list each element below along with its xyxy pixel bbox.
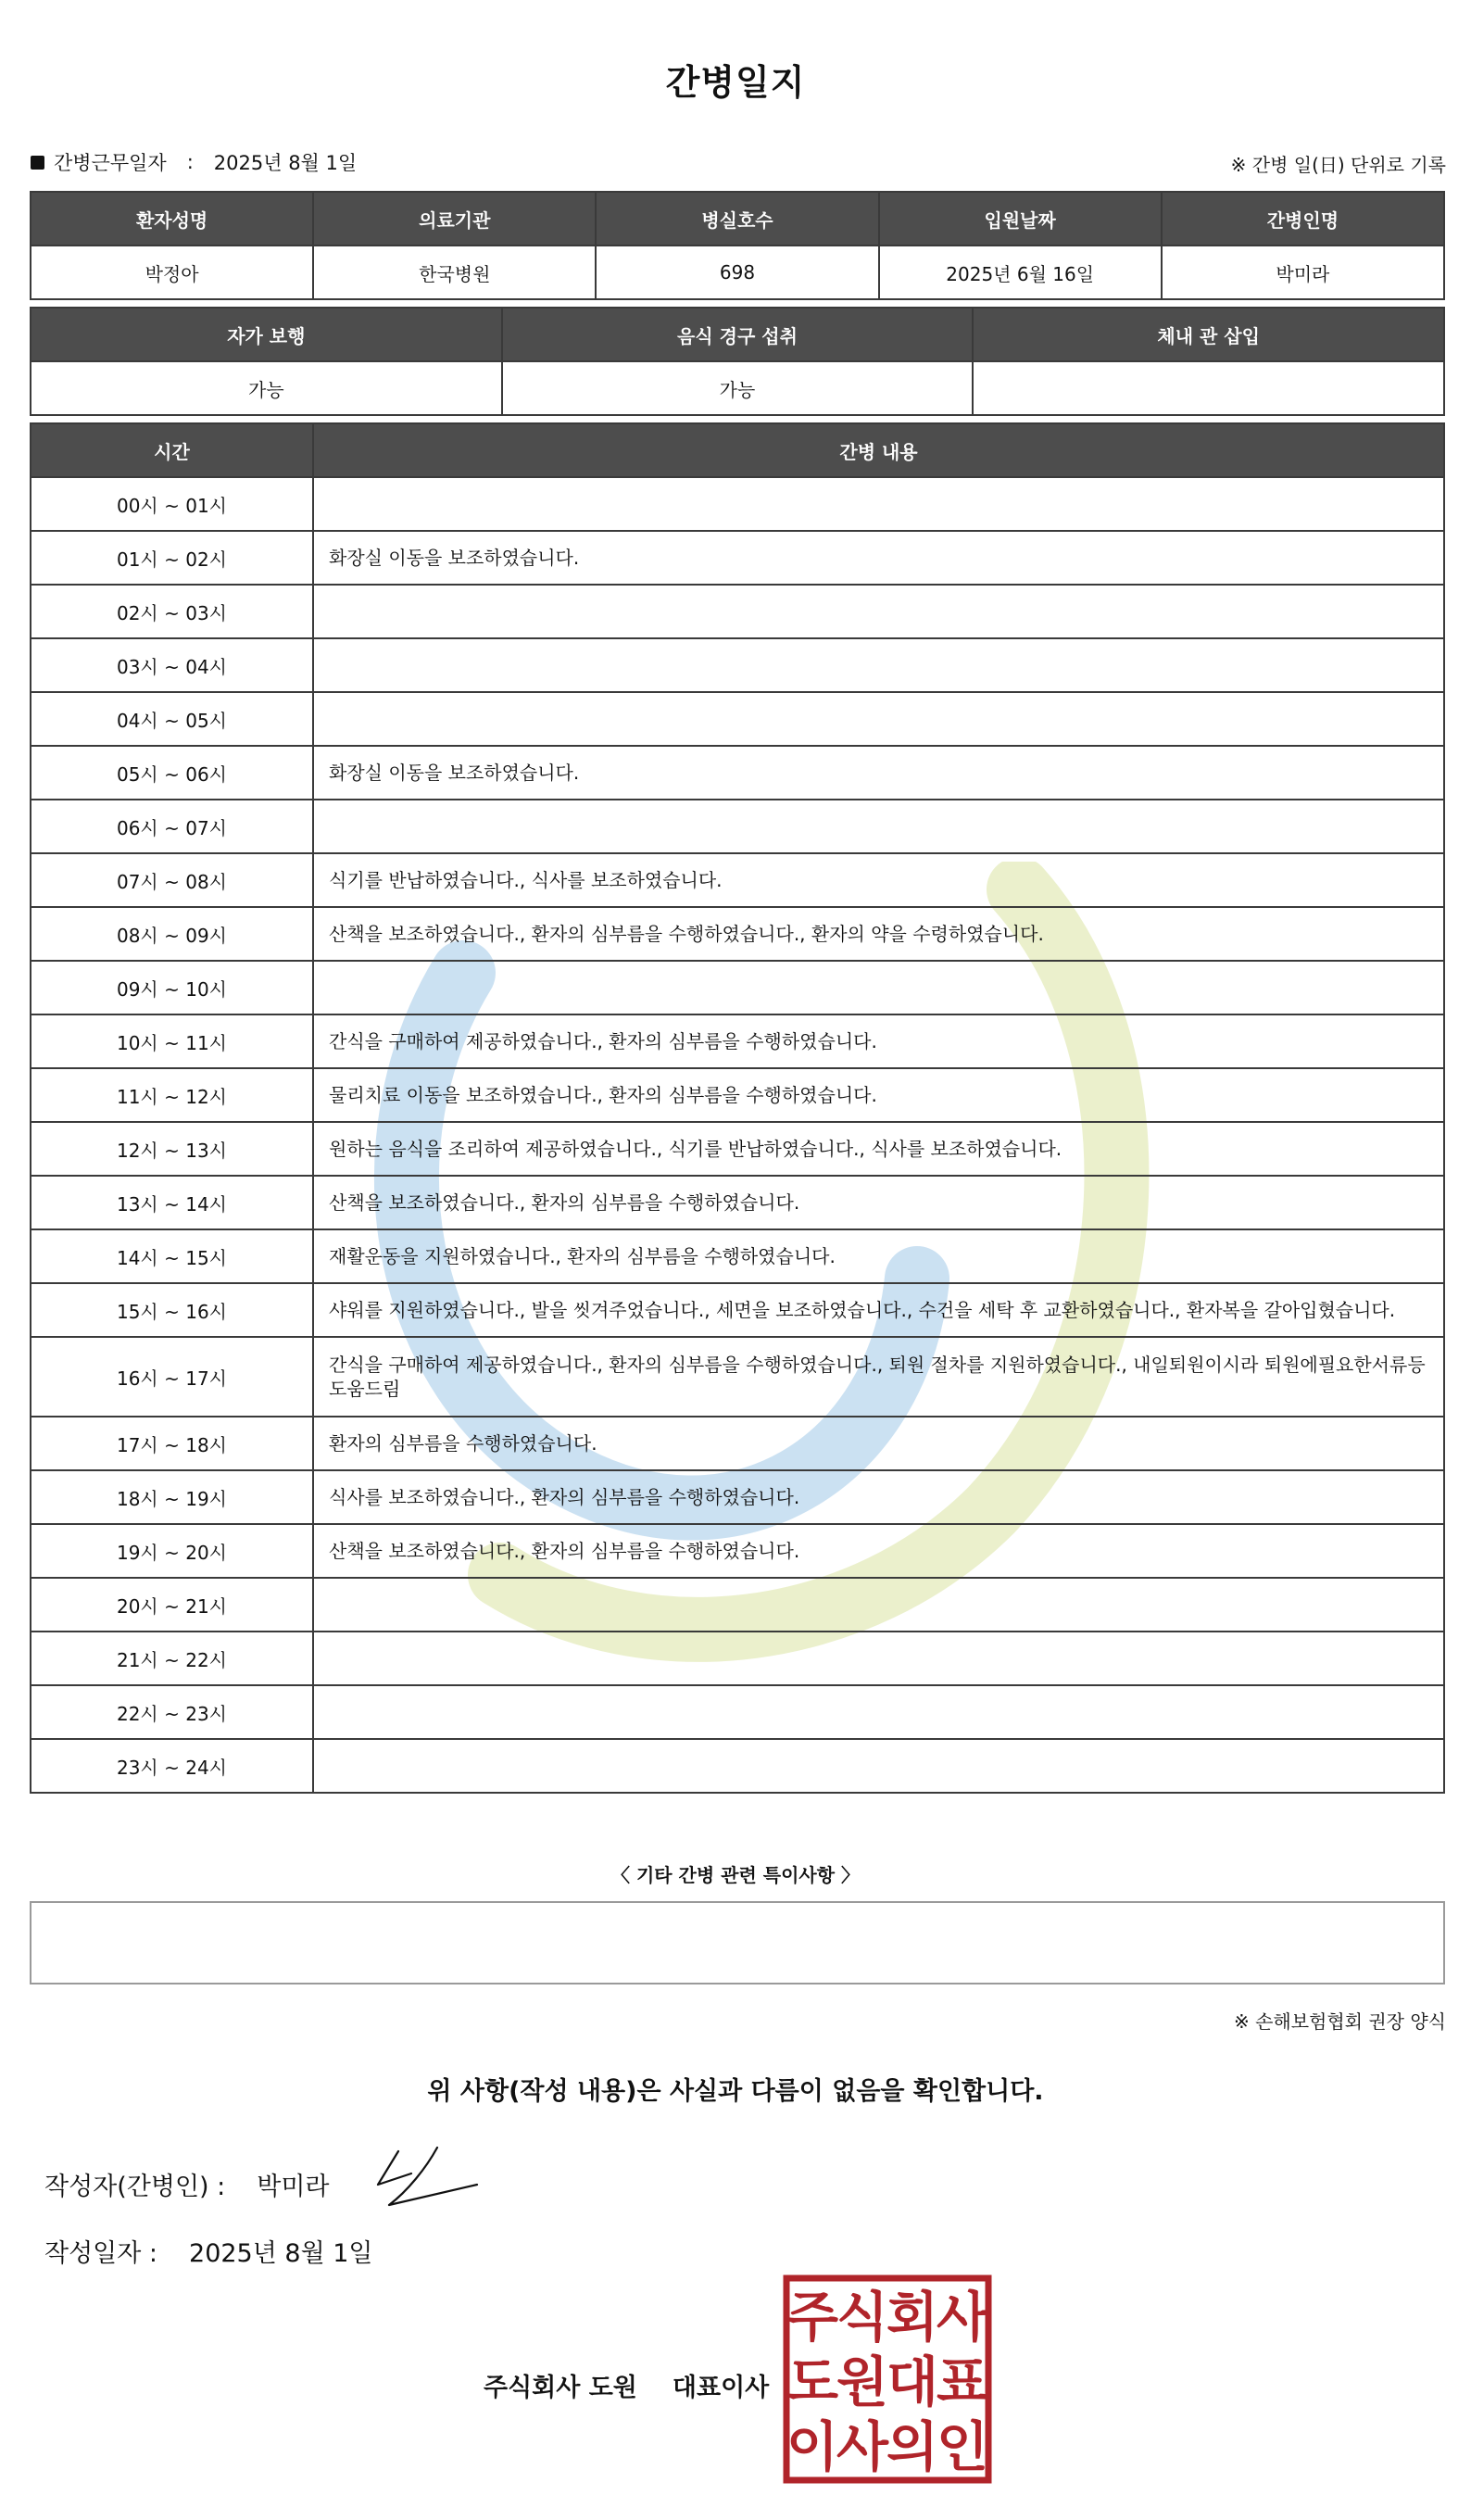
header-admission-date: 입원날짜 <box>879 192 1162 246</box>
log-time: 10시 ~ 11시 <box>31 1014 313 1068</box>
log-row <box>31 1337 1444 1417</box>
log-row <box>31 853 1444 907</box>
header-room: 병실호수 <box>596 192 878 246</box>
signature <box>371 2140 500 2214</box>
log-time: 13시 ~ 14시 <box>31 1176 313 1229</box>
log-row <box>31 585 1444 638</box>
log-time: 21시 ~ 22시 <box>31 1632 313 1685</box>
writer-line <box>44 2166 330 2202</box>
log-time: 20시 ~ 21시 <box>31 1578 313 1632</box>
seal-char: 대 <box>886 2350 939 2413</box>
oral-intake-value: 가능 <box>502 361 974 415</box>
log-time: 19시 ~ 20시 <box>31 1524 313 1578</box>
log-time: 11시 ~ 12시 <box>31 1068 313 1122</box>
log-time: 18시 ~ 19시 <box>31 1470 313 1524</box>
log-time: 12시 ~ 13시 <box>31 1122 313 1176</box>
admission-date: 2025년 6월 16일 <box>879 246 1162 299</box>
log-time: 17시 ~ 18시 <box>31 1417 313 1470</box>
patient-info-table <box>30 191 1445 300</box>
record-note: ※ 간병 일(日) 단위로 기록 <box>1230 154 1446 176</box>
writer-label: 작성자(간병인) : <box>44 2173 226 2201</box>
seal-char: 회 <box>886 2286 939 2349</box>
log-row <box>31 961 1444 1014</box>
header-care-content: 간병 내용 <box>313 423 1444 477</box>
log-row <box>31 1470 1444 1524</box>
written-date-line <box>44 2233 373 2269</box>
work-date-label: 간병근무일자 <box>54 152 167 174</box>
log-row <box>31 477 1444 531</box>
company-name: 주식회사 도원 <box>484 2374 637 2402</box>
log-time: 23시 ~ 24시 <box>31 1739 313 1793</box>
log-content <box>313 961 1444 1014</box>
log-content: 식사를 보조하였습니다., 환자의 심부름을 수행하였습니다. <box>313 1470 1444 1524</box>
caregiver-name: 박미라 <box>1162 246 1444 299</box>
seal-char: 식 <box>836 2286 889 2349</box>
room-number: 698 <box>596 246 878 299</box>
seal-char: 원 <box>836 2350 889 2413</box>
log-row <box>31 746 1444 800</box>
seal-char: 의 <box>886 2415 939 2478</box>
header-caregiver: 간병인명 <box>1162 192 1444 246</box>
log-time: 08시 ~ 09시 <box>31 907 313 961</box>
log-time: 07시 ~ 08시 <box>31 853 313 907</box>
patient-name: 박정아 <box>31 246 313 299</box>
header-self-walking: 자가 보행 <box>31 308 502 361</box>
log-content <box>313 585 1444 638</box>
log-content <box>313 692 1444 746</box>
log-row <box>31 1283 1444 1337</box>
company-line <box>484 2367 769 2403</box>
log-time: 06시 ~ 07시 <box>31 800 313 853</box>
log-row <box>31 907 1444 961</box>
seal-char: 도 <box>786 2350 839 2413</box>
log-content <box>313 1578 1444 1632</box>
log-time: 01시 ~ 02시 <box>31 531 313 585</box>
log-content: 간식을 구매하여 제공하였습니다., 환자의 심부름을 수행하였습니다., 퇴원 절차를 지원하였습니다., 내일퇴원이시라 퇴원에필요한서류등 도움드림 <box>313 1337 1444 1417</box>
log-row <box>31 1685 1444 1739</box>
care-log-table <box>30 422 1445 1794</box>
confirmation-statement: 위 사항(작성 내용)은 사실과 다름이 없음을 확인합니다. <box>427 2077 1044 2106</box>
log-content: 간식을 구매하여 제공하였습니다., 환자의 심부름을 수행하였습니다. <box>313 1014 1444 1068</box>
log-content: 산책을 보조하였습니다., 환자의 심부름을 수행하였습니다. <box>313 1176 1444 1229</box>
header-time: 시간 <box>31 423 313 477</box>
condition-table <box>30 307 1445 416</box>
self-walking-value: 가능 <box>31 361 502 415</box>
log-content <box>313 800 1444 853</box>
header-patient-name: 환자성명 <box>31 192 313 246</box>
bullet-square-icon <box>31 156 44 170</box>
log-content: 환자의 심부름을 수행하였습니다. <box>313 1417 1444 1470</box>
work-date-value: 2025년 8월 1일 <box>213 152 358 174</box>
log-row <box>31 1578 1444 1632</box>
company-seal <box>783 2274 992 2484</box>
log-time: 00시 ~ 01시 <box>31 477 313 531</box>
seal-char: 인 <box>936 2415 989 2478</box>
written-date-label: 작성일자 : <box>44 2239 158 2268</box>
log-time: 14시 ~ 15시 <box>31 1229 313 1283</box>
log-row <box>31 800 1444 853</box>
hospital-name: 한국병원 <box>313 246 596 299</box>
log-content <box>313 638 1444 692</box>
company-representative: 대표이사 <box>672 2374 770 2402</box>
log-content <box>313 1739 1444 1793</box>
log-time: 03시 ~ 04시 <box>31 638 313 692</box>
log-time: 05시 ~ 06시 <box>31 746 313 800</box>
writer-name: 박미라 <box>257 2173 330 2201</box>
log-content: 원하는 음식을 조리하여 제공하였습니다., 식기를 반납하였습니다., 식사를 보조하였습니다. <box>313 1122 1444 1176</box>
log-content <box>313 477 1444 531</box>
log-content: 재활운동을 지원하였습니다., 환자의 심부름을 수행하였습니다. <box>313 1229 1444 1283</box>
log-row <box>31 1632 1444 1685</box>
log-row <box>31 692 1444 746</box>
log-content <box>313 1632 1444 1685</box>
log-row <box>31 1417 1444 1470</box>
tube-insertion-value <box>973 361 1444 415</box>
log-row <box>31 1068 1444 1122</box>
log-content <box>313 1685 1444 1739</box>
log-content: 화장실 이동을 보조하였습니다. <box>313 746 1444 800</box>
log-content: 화장실 이동을 보조하였습니다. <box>313 531 1444 585</box>
log-row <box>31 1739 1444 1793</box>
header-oral-intake: 음식 경구 섭취 <box>502 308 974 361</box>
seal-char: 이 <box>786 2415 839 2478</box>
work-date <box>31 148 357 176</box>
log-time: 04시 ~ 05시 <box>31 692 313 746</box>
log-time: 02시 ~ 03시 <box>31 585 313 638</box>
log-content: 샤워를 지원하였습니다., 발을 씻겨주었습니다., 세면을 보조하였습니다., 수건을 세탁 후 교환하였습니다., 환자복을 갈아입혔습니다. <box>313 1283 1444 1337</box>
log-time: 09시 ~ 10시 <box>31 961 313 1014</box>
log-time: 16시 ~ 17시 <box>31 1337 313 1417</box>
log-content: 식기를 반납하였습니다., 식사를 보조하였습니다. <box>313 853 1444 907</box>
work-date-colon: : <box>186 151 194 173</box>
seal-char: 표 <box>936 2350 989 2413</box>
log-content: 산책을 보조하였습니다., 환자의 심부름을 수행하였습니다., 환자의 약을 수령하였습니다. <box>313 907 1444 961</box>
log-row <box>31 1014 1444 1068</box>
log-time: 15시 ~ 16시 <box>31 1283 313 1337</box>
log-row <box>31 1176 1444 1229</box>
log-row <box>31 638 1444 692</box>
special-notes-title: 〈 기타 간병 관련 특이사항 〉 <box>610 1864 860 1886</box>
page-title: 간병일지 <box>665 62 806 103</box>
log-row <box>31 1229 1444 1283</box>
written-date-value: 2025년 8월 1일 <box>189 2239 373 2268</box>
log-row <box>31 531 1444 585</box>
special-notes-box <box>30 1901 1445 1984</box>
log-content: 물리치료 이동을 보조하였습니다., 환자의 심부름을 수행하였습니다. <box>313 1068 1444 1122</box>
header-hospital: 의료기관 <box>313 192 596 246</box>
log-row <box>31 1524 1444 1578</box>
log-time: 22시 ~ 23시 <box>31 1685 313 1739</box>
log-content: 산책을 보조하였습니다., 환자의 심부름을 수행하였습니다. <box>313 1524 1444 1578</box>
association-note: ※ 손해보험협회 권장 양식 <box>1233 2010 1446 2033</box>
seal-char: 사 <box>836 2415 889 2478</box>
seal-char: 사 <box>936 2286 989 2349</box>
header-tube-insertion: 체내 관 삽입 <box>973 308 1444 361</box>
log-row <box>31 1122 1444 1176</box>
seal-char: 주 <box>786 2286 839 2349</box>
